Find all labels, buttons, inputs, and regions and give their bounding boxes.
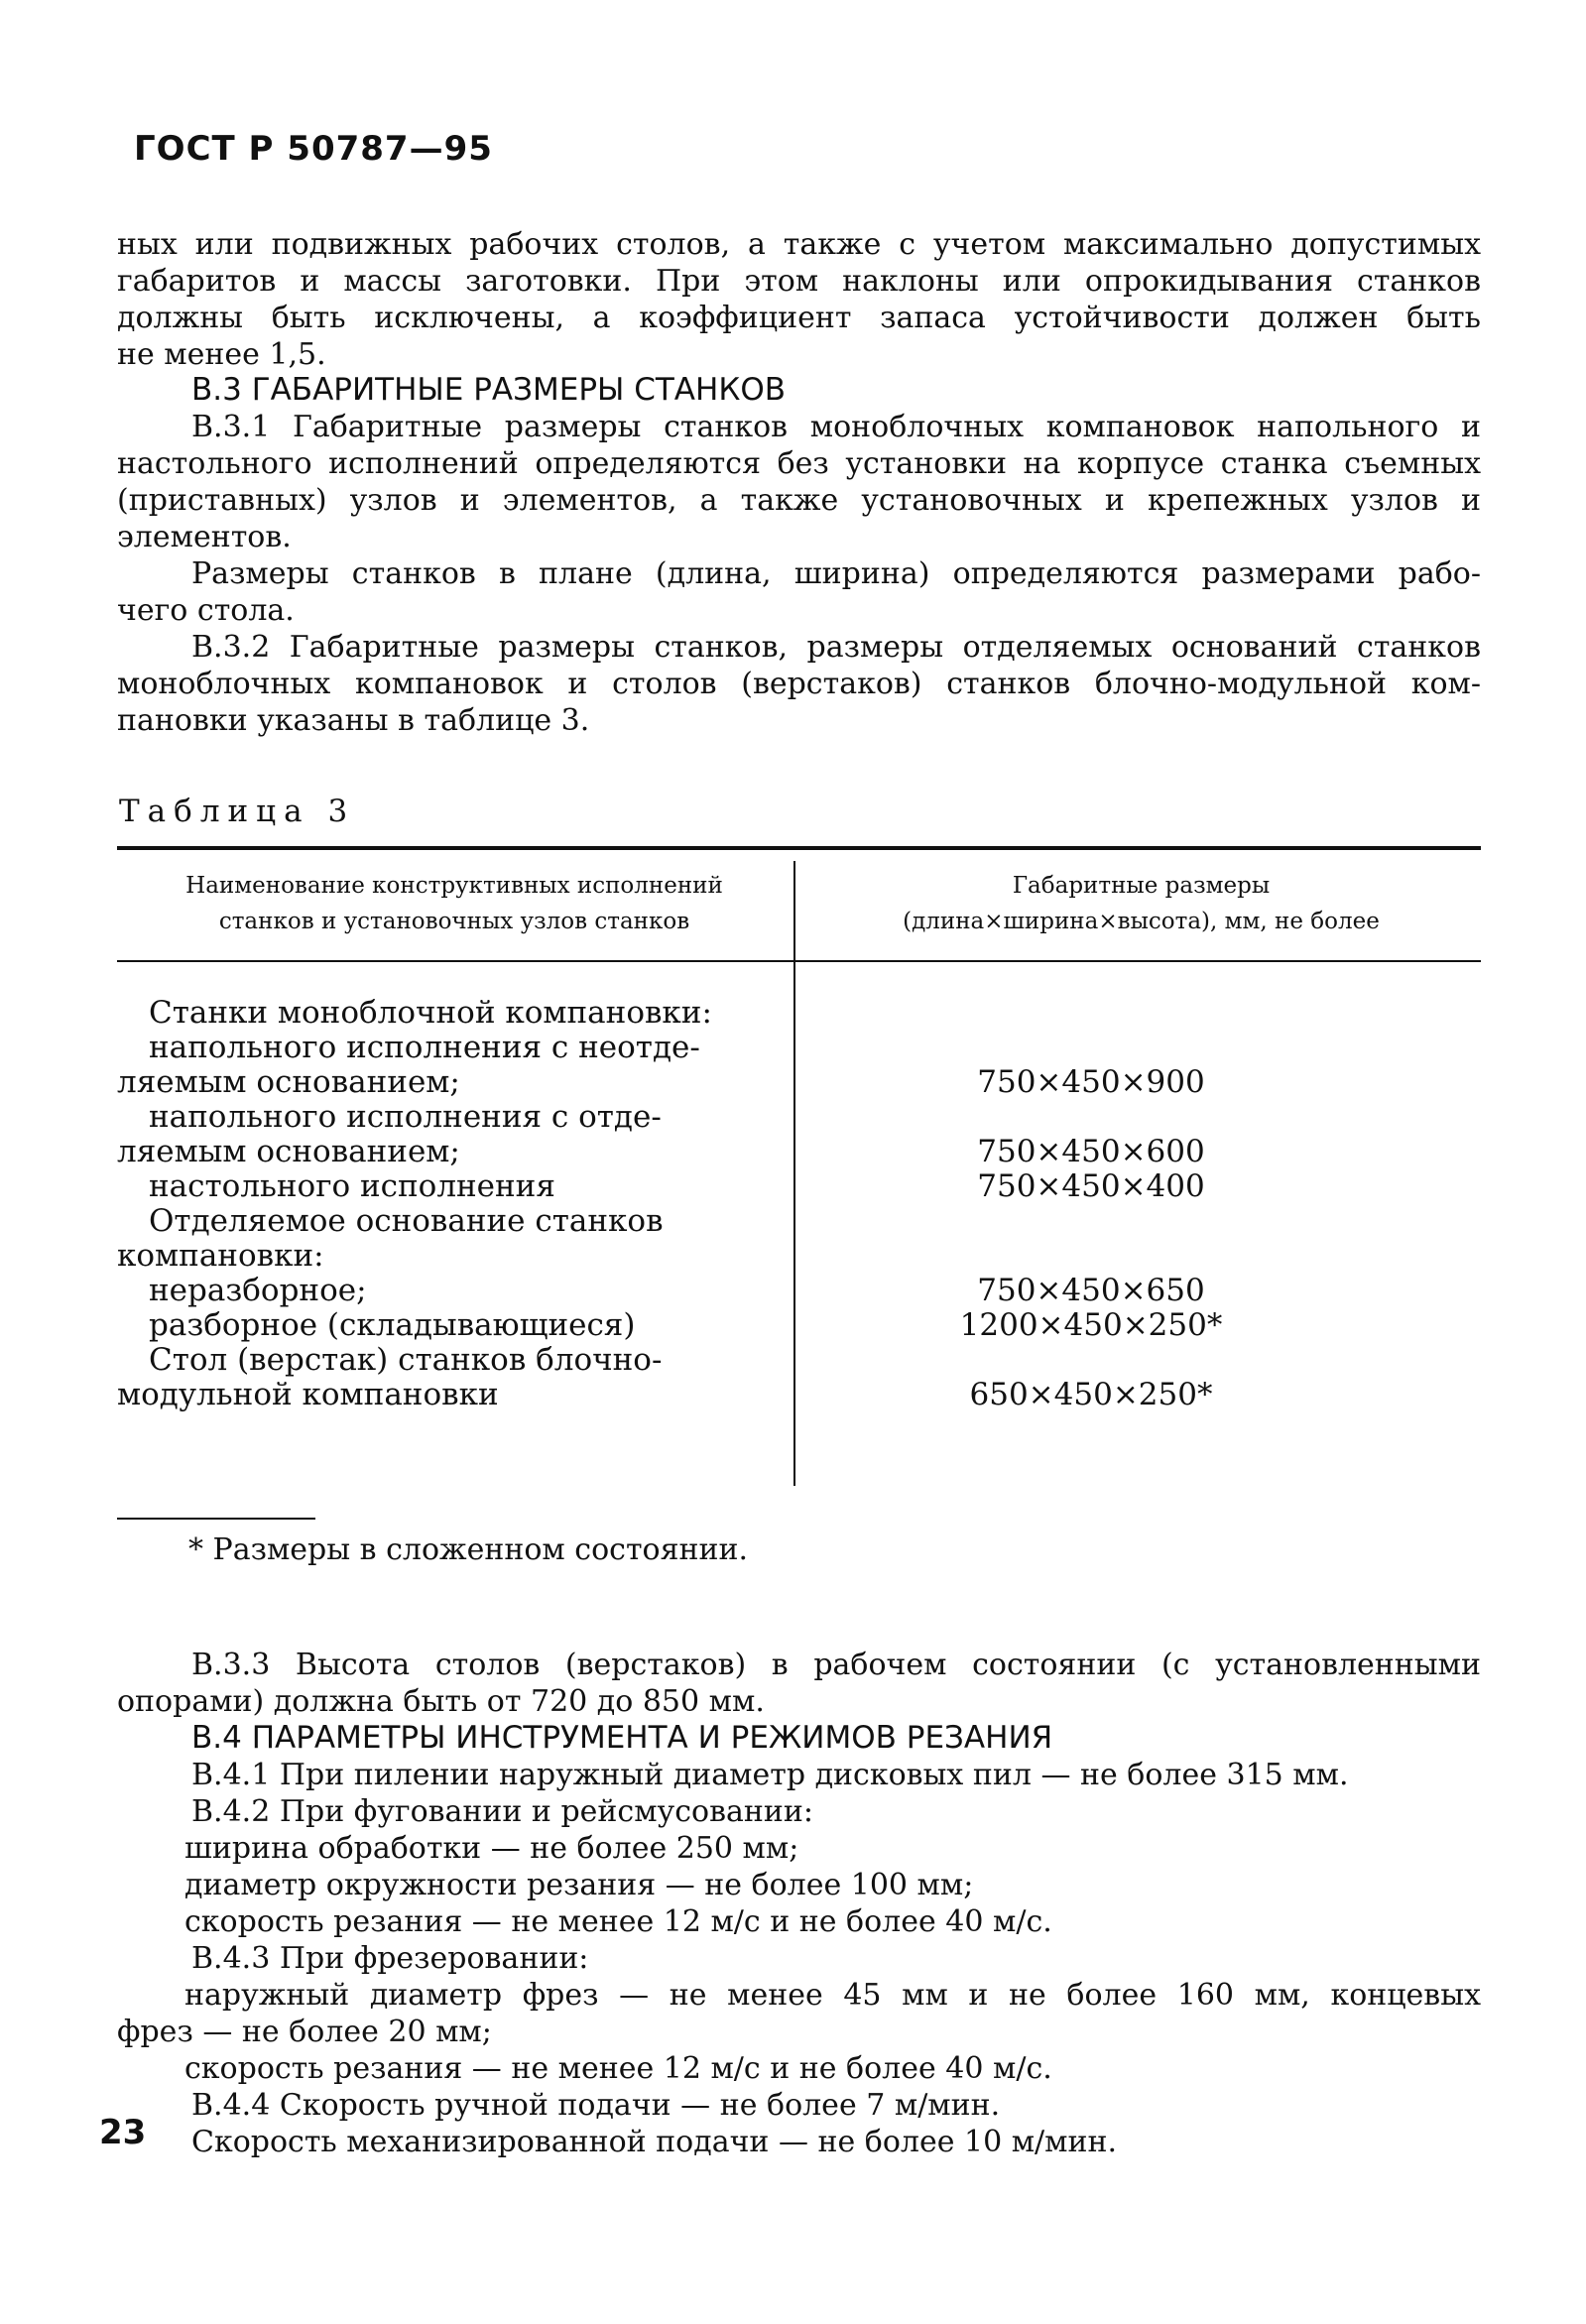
text-line: В.3.2 Габаритные размеры станков, размеры отделяемых оснований станков bbox=[191, 630, 1481, 665]
text-line: чего стола. bbox=[117, 593, 295, 628]
table-row-label: напольного исполнения с отде- bbox=[149, 1099, 662, 1135]
table-row-value: 1200×450×250* bbox=[959, 1307, 1223, 1343]
table-row-value: 750×450×650 bbox=[977, 1273, 1205, 1308]
text-line: габаритов и массы заготовки. При этом наклоны или опрокидывания станков bbox=[117, 264, 1481, 299]
column-header-dimensions bbox=[801, 868, 1481, 939]
column-header-name bbox=[117, 868, 792, 939]
table-top-rule bbox=[117, 846, 1481, 850]
text-line: В.4.4 Скорость ручной подачи — не более 7 м/мин. bbox=[191, 2088, 1001, 2123]
text-line: Размеры станков в плане (длина, ширина) определяются размерами рабо- bbox=[191, 556, 1481, 591]
text-line: В.4.2 При фуговании и рейсмусовании: bbox=[191, 1794, 813, 1829]
text-line: В.4.1 При пилении наружный диаметр дисковых пил — не более 315 мм. bbox=[191, 1758, 1349, 1792]
text-line: опорами) должна быть от 720 до 850 мм. bbox=[117, 1684, 765, 1719]
text-line: элементов. bbox=[117, 520, 292, 554]
table-row-label: компановки: bbox=[117, 1238, 324, 1274]
text-line: ных или подвижных рабочих столов, а также с учетом максимально допустимых bbox=[117, 227, 1481, 262]
table-column-divider bbox=[793, 861, 795, 1486]
text-line: пановки указаны в таблице 3. bbox=[117, 703, 590, 738]
table-row-label: ляемым основанием; bbox=[117, 1134, 460, 1169]
section-heading: В.3 ГАБАРИТНЫЕ РАЗМЕРЫ СТАНКОВ bbox=[191, 372, 786, 408]
text-line: В.3.1 Габаритные размеры станков моноблочных компановок напольного и bbox=[191, 410, 1481, 444]
table-header-rule bbox=[117, 960, 1481, 962]
table-row-label: модульной компановки bbox=[117, 1377, 499, 1412]
table-row-label: разборное (складывающиеся) bbox=[149, 1307, 636, 1343]
header-line: станков и установочных узлов станков bbox=[218, 909, 690, 934]
text-line: (приставных) узлов и элементов, а также установочных и крепежных узлов и bbox=[117, 483, 1481, 518]
section-b3-3 bbox=[117, 1647, 1481, 1720]
section-b4 bbox=[117, 1720, 1481, 2160]
page-number: 23 bbox=[99, 2113, 147, 2152]
text-line: В.3.3 Высота столов (верстаков) в рабочем состоянии (с установленными bbox=[191, 1648, 1481, 1682]
header-line: Наименование конструктивных исполнений bbox=[185, 873, 723, 899]
table-row-label: неразборное; bbox=[149, 1273, 367, 1308]
intro-paragraph bbox=[117, 226, 1481, 373]
text-line: наружный диаметр фрез — не менее 45 мм и не более 160 мм, концевых bbox=[184, 1978, 1481, 2013]
table-caption: Таблица 3 bbox=[119, 794, 356, 829]
text-line: настольного исполнений определяются без установки на корпусе станка съемных bbox=[117, 446, 1481, 481]
text-line: скорость резания — не менее 12 м/с и не более 40 м/с. bbox=[184, 1904, 1052, 1939]
text-line: Скорость механизированной подачи — не более 10 м/мин. bbox=[191, 2125, 1118, 2159]
text-line: фрез — не более 20 мм; bbox=[117, 2015, 492, 2049]
text-line: диаметр окружности резания — не более 100 мм; bbox=[184, 1868, 974, 1902]
text-line: В.4.3 При фрезеровании: bbox=[191, 1941, 589, 1976]
section-heading: В.4 ПАРАМЕТРЫ ИНСТРУМЕНТА И РЕЖИМОВ РЕЗАНИЯ bbox=[191, 1720, 1053, 1756]
table-row-label: Стол (верстак) станков блочно- bbox=[149, 1342, 663, 1378]
table-row-label: ляемым основанием; bbox=[117, 1064, 460, 1100]
table-row-label: Отделяемое основание станков bbox=[149, 1203, 664, 1239]
table-footnote: * Размеры в сложенном состоянии. bbox=[188, 1532, 749, 1567]
text-line: ширина обработки — не более 250 мм; bbox=[184, 1831, 799, 1866]
text-line: скорость резания — не менее 12 м/с и не более 40 м/с. bbox=[184, 2051, 1052, 2086]
footnote-rule bbox=[117, 1518, 315, 1520]
table-row-value: 750×450×900 bbox=[977, 1064, 1205, 1100]
text-line: не менее 1,5. bbox=[117, 337, 326, 372]
standard-header: ГОСТ Р 50787—95 bbox=[134, 129, 493, 169]
table-row-label: напольного исполнения с неотде- bbox=[149, 1030, 700, 1065]
table-row-value: 750×450×600 bbox=[977, 1134, 1205, 1169]
header-line: Габаритные размеры bbox=[1012, 873, 1271, 899]
header-line: (длина×ширина×высота), мм, не более bbox=[903, 909, 1380, 934]
table-row-value: 750×450×400 bbox=[977, 1168, 1205, 1204]
section-b3 bbox=[117, 372, 1481, 739]
text-line: должны быть исключены, а коэффициент запаса устойчивости должен быть bbox=[117, 301, 1481, 335]
table-row-label: Станки моноблочной компановки: bbox=[149, 995, 712, 1031]
table-row-value: 650×450×250* bbox=[969, 1377, 1213, 1412]
table-row-label: настольного исполнения bbox=[149, 1168, 555, 1204]
text-line: моноблочных компановок и столов (верстаков) станков блочно-модульной ком- bbox=[117, 667, 1481, 701]
